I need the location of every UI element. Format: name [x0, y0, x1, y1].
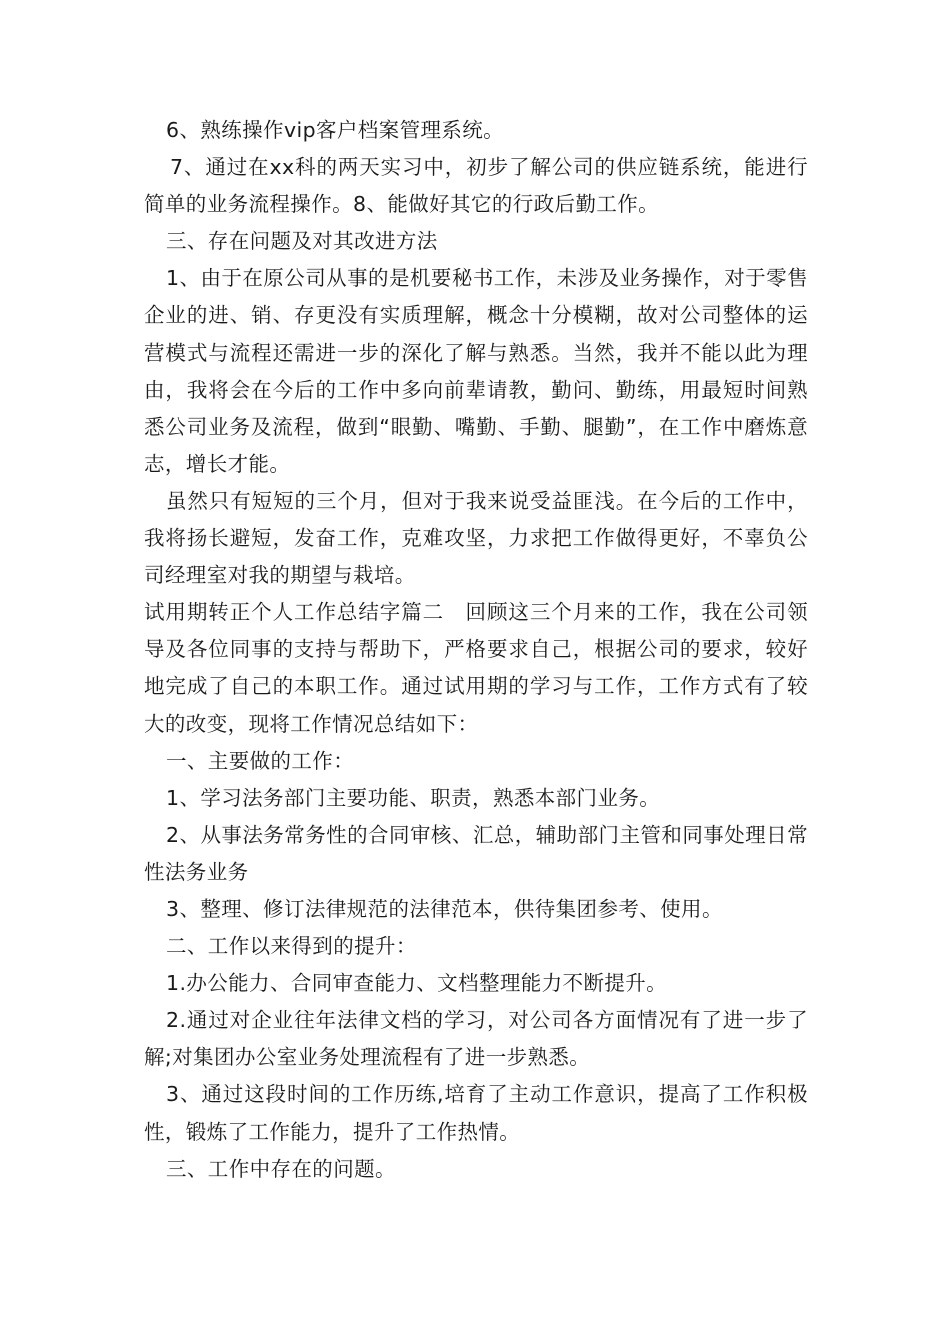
section-heading-main-work: 一、主要做的工作：: [166, 748, 355, 773]
paragraph-item-7-8: 7、通过在xx科的两天实习中，初步了解公司的供应链系统，能进行简单的业务流程操作。8、能做好其它的行政后勤工作。: [144, 155, 808, 217]
paragraph-improvement-2: 2.通过对企业往年法律文档的学习，对公司各方面情况有了进一步了解;对集团办公室业务处理流程有了进一步熟悉。: [144, 1008, 808, 1070]
section-heading-improvement: 二、工作以来得到的提升：: [166, 934, 417, 959]
paragraph-closing: 虽然只有短短的三个月，但对于我来说受益匪浅。在今后的工作中，我将扬长避短，发奋工作，克难攻坚，力求把工作做得更好，不辜负公司经理室对我的期望与栽培。: [144, 488, 808, 588]
paragraph-improvement-1: 1.办公能力、合同审查能力、文档整理能力不断提升。: [166, 971, 668, 996]
paragraph-improvement-3: 3、通过这段时间的工作历练,培育了主动工作意识，提高了工作积极性，锻炼了工作能力，提升了工作热情。: [144, 1082, 808, 1144]
paragraph-problem-1: 1、由于在原公司从事的是机要秘书工作，未涉及业务操作，对于零售企业的进、销、存更没有实质理解，概念十分模糊，故对公司整体的运营模式与流程还需进一步的深化了解与熟悉。当然，我并不能以此为理由，我将会在今后的工作中多向前辈请教，勤问、勤练，用最短时间熟悉公司业务及流程，做到“眼勤、嘴勤、手勤、腿勤”，在工作中磨炼意志，增长才能。: [144, 266, 808, 476]
document-body: [144, 112, 808, 1188]
paragraph-work-1: 1、学习法务部门主要功能、职责，熟悉本部门业务。: [166, 785, 661, 810]
paragraph-part-two-intro: 试用期转正个人工作总结字篇二 回顾这三个月来的工作，我在公司领导及各位同事的支持与帮助下，严格要求自己，根据公司的要求，较好地完成了自己的本职工作。通过试用期的学习与工作，工作方式有了较大的改变，现将工作情况总结如下：: [144, 600, 808, 736]
section-heading-problems: 三、存在问题及对其改进方法: [166, 229, 438, 254]
section-heading-issues: 三、工作中存在的问题。: [166, 1156, 396, 1181]
paragraph-work-2: 2、从事法务常务性的合同审核、汇总，辅助部门主管和同事处理日常性法务业务: [144, 822, 808, 884]
paragraph-work-3: 3、整理、修订法律规范的法律范本，供待集团参考、使用。: [166, 896, 723, 921]
paragraph-item-6: 6、熟练操作vip客户档案管理系统。: [166, 118, 505, 142]
